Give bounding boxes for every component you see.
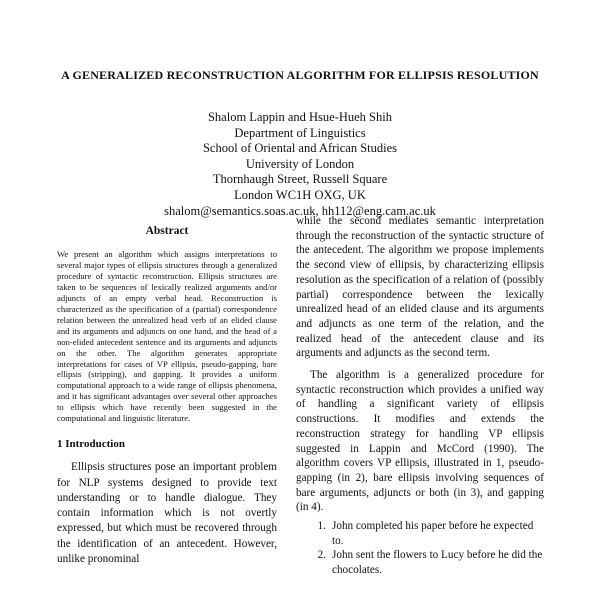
example-number: 1. (317, 520, 326, 533)
paper-title: A GENERALIZED RECONSTRUCTION ALGORITHM FOR ELLIPSIS RESOLUTION (61, 68, 539, 82)
example-text: John sent the flowers to Lucy before he did the chocolates. (332, 549, 543, 576)
author-street: Thornhaugh Street, Russell Square (212, 172, 388, 187)
author-department: Department of Linguistics (234, 125, 366, 140)
author-block (120, 110, 480, 219)
example-item (296, 519, 544, 548)
left-column (57, 225, 277, 567)
right-paragraph-1: while the second mediates semantic interpretation through the reconstruction of the syntactic structure of the antecedent. The algorithm we propose implements the second view of ellipsis, by characterizing ellipsis resolution as the specification of a relation of (possibly partial) correspondence between the lexically unrealized head of an elided clause and its arguments and adjuncts as one term of the relation, and the realized head of the antecedent clause and its arguments and adjuncts as the second term. (296, 215, 544, 360)
right-column (296, 214, 544, 577)
right-paragraph-2: The algorithm is a generalized procedure for syntactic reconstruction which provides a unified way of handling a significant variety of ellipsis constructions. It modifies and extends the reconstruction strategy for handling VP ellipsis suggested in Lappin and McCord (1990). The algorithm covers VP ellipsis, illustrated in 1, pseudo-gapping (in 2), bare ellipsis involving sequences of bare arguments, adjuncts or both (in 3), and gapping (in 4). (296, 369, 544, 514)
introduction-paragraph: Ellipsis structures pose an important problem for NLP systems designed to provide text understanding or to handle dialogue. They contain information which is not overtly expressed, but which must be recovered through the identification of an antecedent. However, unlike pronominal (57, 461, 277, 566)
example-item (296, 548, 544, 577)
author-emails: shalom@semantics.soas.ac.uk, hh112@eng.cam.ac.uk (164, 203, 436, 218)
example-text: John completed his paper before he expected to. (332, 520, 534, 547)
abstract-heading: Abstract (145, 225, 189, 237)
section-heading-introduction: 1 Introduction (57, 438, 125, 451)
author-university: University of London (245, 156, 355, 171)
example-list (296, 519, 544, 577)
author-city: London WC1H OXG, UK (234, 187, 366, 202)
author-names: Shalom Lappin and Hsue-Hueh Shih (207, 110, 392, 124)
abstract-text: We present an algorithm which assigns interpretations to several major types of ellipsis structures through a generalized procedure of syntactic reconstruction. Ellipsis structures are taken to be sequences of lexically realized arguments and/or adjuncts of an empty verbal head. Reconstruction is characterized as the specification of a (partial) correspondence relation between the unrealized head verb of an elided clause and its arguments and adjuncts on one hand, and the head of a non-elided antecedent sentence and its arguments and adjuncts on the other. The algorithm generates appropriate interpretations for cases of VP ellipsis, pseudo-gapping, bare ellipsis (stripping), and gapping. It provides a uniform computational approach to a wide range of ellipsis phenomena, and it has significant advantages over several other approaches to ellipsis which have recently been suggested in the computational and linguistic literature. (57, 249, 277, 424)
example-number: 2. (317, 549, 326, 562)
author-school: School of Oriental and African Studies (202, 141, 398, 156)
